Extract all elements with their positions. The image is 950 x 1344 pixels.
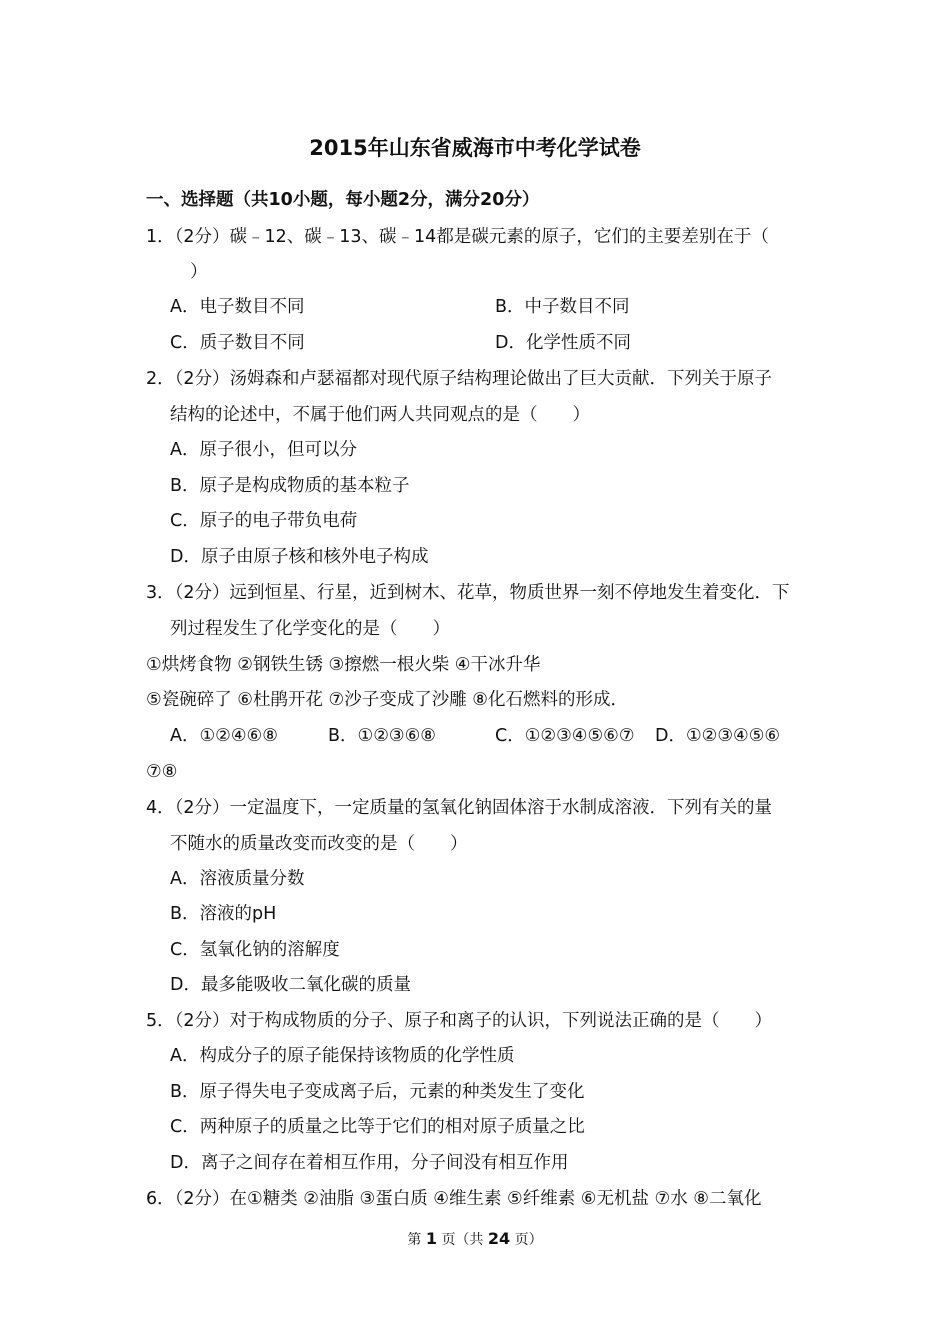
question-4-option-d: D．最多能吸收二氧化碳的质量 <box>170 975 411 995</box>
footer-mid: 页（共 <box>441 1232 484 1248</box>
page-footer <box>0 1229 950 1250</box>
question-4-option-c: C．氢氧化钠的溶解度 <box>170 940 340 960</box>
question-5-option-c: C．两种原子的质量之比等于它们的相对原子质量之比 <box>170 1117 585 1137</box>
question-3-stem: 3．（2分）远到恒星、行星，近到树木、花草，物质世界一刻不停地发生着变化．下 <box>146 583 790 603</box>
question-4-option-a: A．溶液质量分数 <box>170 869 305 889</box>
question-4-option-b: B．溶液的pH <box>170 904 277 924</box>
question-5-option-d: D．离子之间存在着相互作用，分子间没有相互作用 <box>170 1153 569 1173</box>
question-1-stem-cont: ） <box>190 262 208 282</box>
page-title: 2015年山东省威海市中考化学试卷 <box>309 136 641 160</box>
question-1-option-c: C．质子数目不同 <box>170 333 305 353</box>
question-3-stem-cont: 列过程发生了化学变化的是（ ） <box>170 619 450 639</box>
question-6-stem: 6．（2分）在①糖类 ②油脂 ③蛋白质 ④维生素 ⑤纤维素 ⑥无机盐 ⑦水 ⑧二氧化 <box>146 1189 762 1209</box>
question-3-items-1: ①烘烤食物 ②钢铁生锈 ③擦燃一根火柴 ④干冰升华 <box>146 655 541 675</box>
question-3-option-b: B．①②③⑥⑧ <box>328 726 436 746</box>
question-5-option-a: A．构成分子的原子能保持该物质的化学性质 <box>170 1046 515 1066</box>
question-3-items-2: ⑤瓷碗碎了 ⑥杜鹃开花 ⑦沙子变成了沙雕 ⑧化石燃料的形成． <box>146 690 628 710</box>
question-2-option-a: A．原子很小，但可以分 <box>170 440 357 460</box>
question-3-option-d: D．①②③④⑤⑥ <box>655 726 781 746</box>
question-1-option-b: B．中子数目不同 <box>495 297 630 317</box>
question-2-stem-cont: 结构的论述中，不属于他们两人共同观点的是（ ） <box>170 405 590 425</box>
question-2-option-d: D．原子由原子核和核外电子构成 <box>170 547 429 567</box>
question-1-option-d: D．化学性质不同 <box>495 333 631 353</box>
question-4-stem: 4．（2分）一定温度下，一定质量的氢氧化钠固体溶于水制成溶液．下列有关的量 <box>146 798 773 818</box>
footer-page-number: 1 <box>425 1229 437 1248</box>
footer-suffix: 页） <box>514 1232 543 1248</box>
footer-prefix: 第 <box>407 1232 422 1248</box>
question-2-stem: 2．（2分）汤姆森和卢瑟福都对现代原子结构理论做出了巨大贡献．下列关于原子 <box>146 369 773 389</box>
section-heading: 一、选择题（共10小题，每小题2分，满分20分） <box>146 190 540 210</box>
question-1-option-a: A．电子数目不同 <box>170 297 305 317</box>
footer-total-pages: 24 <box>487 1229 511 1248</box>
question-3-option-a: A．①②④⑥⑧ <box>170 726 278 746</box>
question-5-option-b: B．原子得失电子变成离子后，元素的种类发生了变化 <box>170 1082 585 1102</box>
question-4-stem-cont: 不随水的质量改变而改变的是（ ） <box>170 834 468 854</box>
question-5-stem: 5．（2分）对于构成物质的分子、原子和离子的认识，下列说法正确的是（ ） <box>146 1011 773 1031</box>
question-2-option-c: C．原子的电子带负电荷 <box>170 511 358 531</box>
question-2-option-b: B．原子是构成物质的基本粒子 <box>170 476 410 496</box>
question-3-option-c: C．①②③④⑤⑥⑦ <box>495 726 635 746</box>
question-1-stem: 1．（2分）碳﹣12、碳﹣13、碳﹣14都是碳元素的原子，它们的主要差别在于（ <box>146 227 769 247</box>
question-3-option-d-cont: ⑦⑧ <box>146 762 178 782</box>
